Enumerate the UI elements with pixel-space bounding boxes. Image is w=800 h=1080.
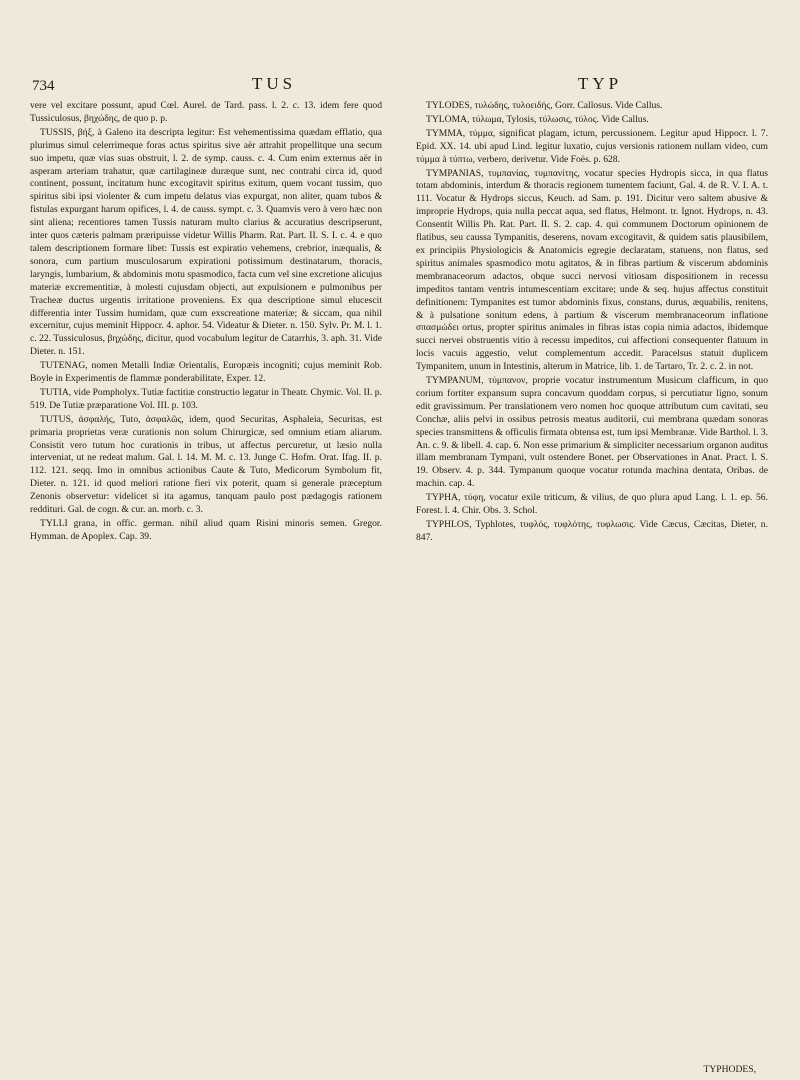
right-column <box>416 100 768 1060</box>
running-head-left: TUS <box>252 74 297 93</box>
entry-paragraph: TYLLI grana, in offic. german. nihil aliud quam Risini minoris semen. Gregor. Hymman. de Apoplex. Cap. 39. <box>30 518 382 542</box>
running-head-right: TYP <box>578 74 623 93</box>
entry-paragraph: TYMPANUM, τύμπανον, proprie vocatur instrumentum Musicum clafficum, in quo corium fortiter expansum supra concavum quoddam corpus, si percutiatur ligno, sonum edit gravissimum. Per translationem vero nomen hoc quoque attributum cum cavitati, seu Conchæ, aliis pelvi in ossibus petrosis meatus auditorii, cui membrana quædam sonoras species transmittens & officulis firmata obtensa est, tum ipsi Membranæ. Vide Barthol. l. 3. An. c. 9. & libell. 4. cap. 6. Non esse primarium & simpliciter necessarium organon auditus illam membranam Tympani, vult ostendere Bonet. per Observationes in Anat. Pract. I. S. 19. Observ. 4. p. 344. Tympanum quoque vocatur rotunda machina dentata, Oribas. de machin. cap. 4. <box>416 375 768 490</box>
page-number: 734 <box>32 78 55 94</box>
entry-paragraph: TYMPANIAS, τυμπανίας, τυμπανίτης, vocatur species Hydropis sicca, in qua flatus totam abdominis, interdum & thoracis regionem tumentem faciunt, Gal. 4. de R. V. I. A. t. 111. Vocatur & Hydrops siccus, Keuch. ad Sam. p. 191. Dicitur vero saltem abusive & improprie Hydrops, quia nulla peccat aqua, sed flatus, Helmont. tr. Ignot. Hydrops, n. 43. Consentit Willis Ph. Rat. Part. II. S. 2. cap. 4. qui communem Doctorum opinionem de flatibus, seu caussa Tympanitis, deserens, novam excogitavit, & quidem satis plausibilem, ex principiis Physiologicis & Anatomicis egregie declaratam, statuens, non flatus, sed spiritus animales spasmodico motu agitatos, & in fibras partium & viscerum abdominis membranaceorum adactos, obque succi nervosi vitiosam dispositionem in recessu impeditos tantam ventris intumescentiam excitare; unde & seq. hujus affectus constituit definitionem: Tympanites est tumor abdominis fixus, constans, durus, æquabilis, renitens, & à pulsatione sonitum edens, à partium & viscerum membranaceorum inflatione σπασμώδει ortus, propter spiritus animales in fibras istas copia nimia adactos, ibidemque succi nervei obstruentis vitio à recessu impeditos, cui affectioni consequenter flatuum in locis vacuis aggestio, velut complementum accedit. Paracelsus statuit duplicem Tympanitem, unum in Intestinis, alterum in Matrice, lib. 1. de Tartaro, Tr. 2. c. 2. in not. <box>416 167 768 373</box>
entry-paragraph: TUTENAG, nomen Metalli Indiæ Orientalis, Europæis incogniti; cujus meminit Rob. Boyle in Experimentis de flammæ ponderabilitate, Exper. 12. <box>30 360 382 385</box>
entry-paragraph: TUTIA, vide Pompholyx. Tutiæ factitiæ constructio legatur in Theatr. Chymic. Vol. II. p. 519. De Tutiæ præparatione Vol. III. p. 103. <box>30 386 382 411</box>
entry-paragraph: TUTUS, ἀσφαλής, Tuto, ἀσφαλῶς, idem, quod Securitas, Asphaleia, Securitas, est primaria proprietas veræ curationis non solum Chirurgicæ, sed omnium etiam aliarum. Consistit vero tutum hoc curationis in tribus, ut affectus percuretur, ut læsio nulla interveniat, ut ne redeat malum. Gal. l. 14. M. M. c. 13. Junge C. Hofm. Orat. Ifag. II. p. 112. 121. seqq. Imo in omnibus actionibus Caute & Tuto, Medicorum Symbolum fit, Dieter. n. 121. id quod meliori ratione fieri vix poterit, quam si generale præceptum Zenonis observetur: videlicet si ita agamus, tanquam paulo post pædagogis rationem reddituri. Gal. de cogn. & cur. an. morb. c. 3. <box>30 413 382 516</box>
catchword: TYPHODES, <box>703 1064 756 1075</box>
entry-paragraph: TYLODES, τυλώδης, τυλοειδής, Gorr. Callosus. Vide Callus. <box>426 100 663 111</box>
entry-paragraph: TYPHLOS, Typhlotes, τυφλός, τυφλότης, τυφλωσις. Vide Cæcus, Cæcitas, Dieter, n. 847. <box>416 519 768 543</box>
entry-paragraph: vere vel excitare possunt, apud Cœl. Aurel. de Tard. pass. l. 2. c. 13. idem fere quod Tussiculosus, βηχώδης, de quo p. p. <box>30 100 382 124</box>
entry-paragraph: TYMMA, τύμμα, significat plagam, ictum, percussionem. Legitur apud Hippocr. l. 7. Epid. XX. 14. ubi apud Lind. legitur luxatio, cujus versionis rationem nullam video, cum τύμμα à τύπτω, verbero, derivetur. Vide Foës. p. 628. <box>416 127 768 165</box>
entry-paragraph: TYPHA, τύφη, vocatur exile triticum, & vilius, de quo plura apud Lang. l. 1. ep. 56. Forest. l. 4. Chir. Obs. 3. Schol. <box>416 492 768 517</box>
entry-paragraph: TYLOMA, τύλωμα, Tylosis, τύλωσις, τύλος. Vide Callus. <box>426 113 649 125</box>
left-column <box>30 100 382 1060</box>
entry-paragraph: TUSSIS, βήξ, à Galeno ita descripta legitur: Est vehementissima quædam efflatio, qua plurimus simul celerrimeque foras actus spiritus sive aër attrahit propellitque una secum suo impetu, quæ vias suas obstruit, l. 2. de symp. causs. c. 4. Cum enim externus aër in asperam arteriam trahatur, quæ cartilagineæ duræque sunt, nec contrahi circa id, quod continent, possunt, incitatum hunc excogitavit spiritus exitum, quem vocant tussim, quo spiritus sibi ipsi violenter & cum impetu delatus vias expurgat, non aliter, quam tubos & fistulas expurgant harum opifices, l. 4. de causs. sympt. c. 3. Quamvis vero à vero hæc non sint aliena; recentiores tamen Tussis naturam multo clarius & accuratius descripserunt, inter quos cæteris palmam præripuisse videtur Willis Pharm. Rat. Part. II. S. I. c. 4. e quo talem descriptionem formare libet: Tussis est expiratio vehemens, crebrior, inæqualis, & sonora, cum partium musculosarum expirationi potissimum destinatarum, thoracis, laryngis, lumbarium, & abdominis motu spasmodico, facta cum vel sine excretione alicujus materiæ excrementitiæ, à molesti cujusdam objecti, aut expulsionem e pulmonibus per Tracheæ ductus urgentis irritatione proveniens. Ex qua descriptione simul elucescit differentia inter Tussim humidam, quæ cum exscreatione materiæ; & siccam, qua nihil excernitur, cujus meminit Hippocr. 4. aphor. 54. Videatur & Dieter. n. 150. Sylv. Pr. M. l. 1. c. 22. Tussiculosus, βηχώδης, dicitur, quod vocabulum legitur de Catarrhis, 3. aph. 31. Vide Dieter. n. 151. <box>30 126 382 358</box>
